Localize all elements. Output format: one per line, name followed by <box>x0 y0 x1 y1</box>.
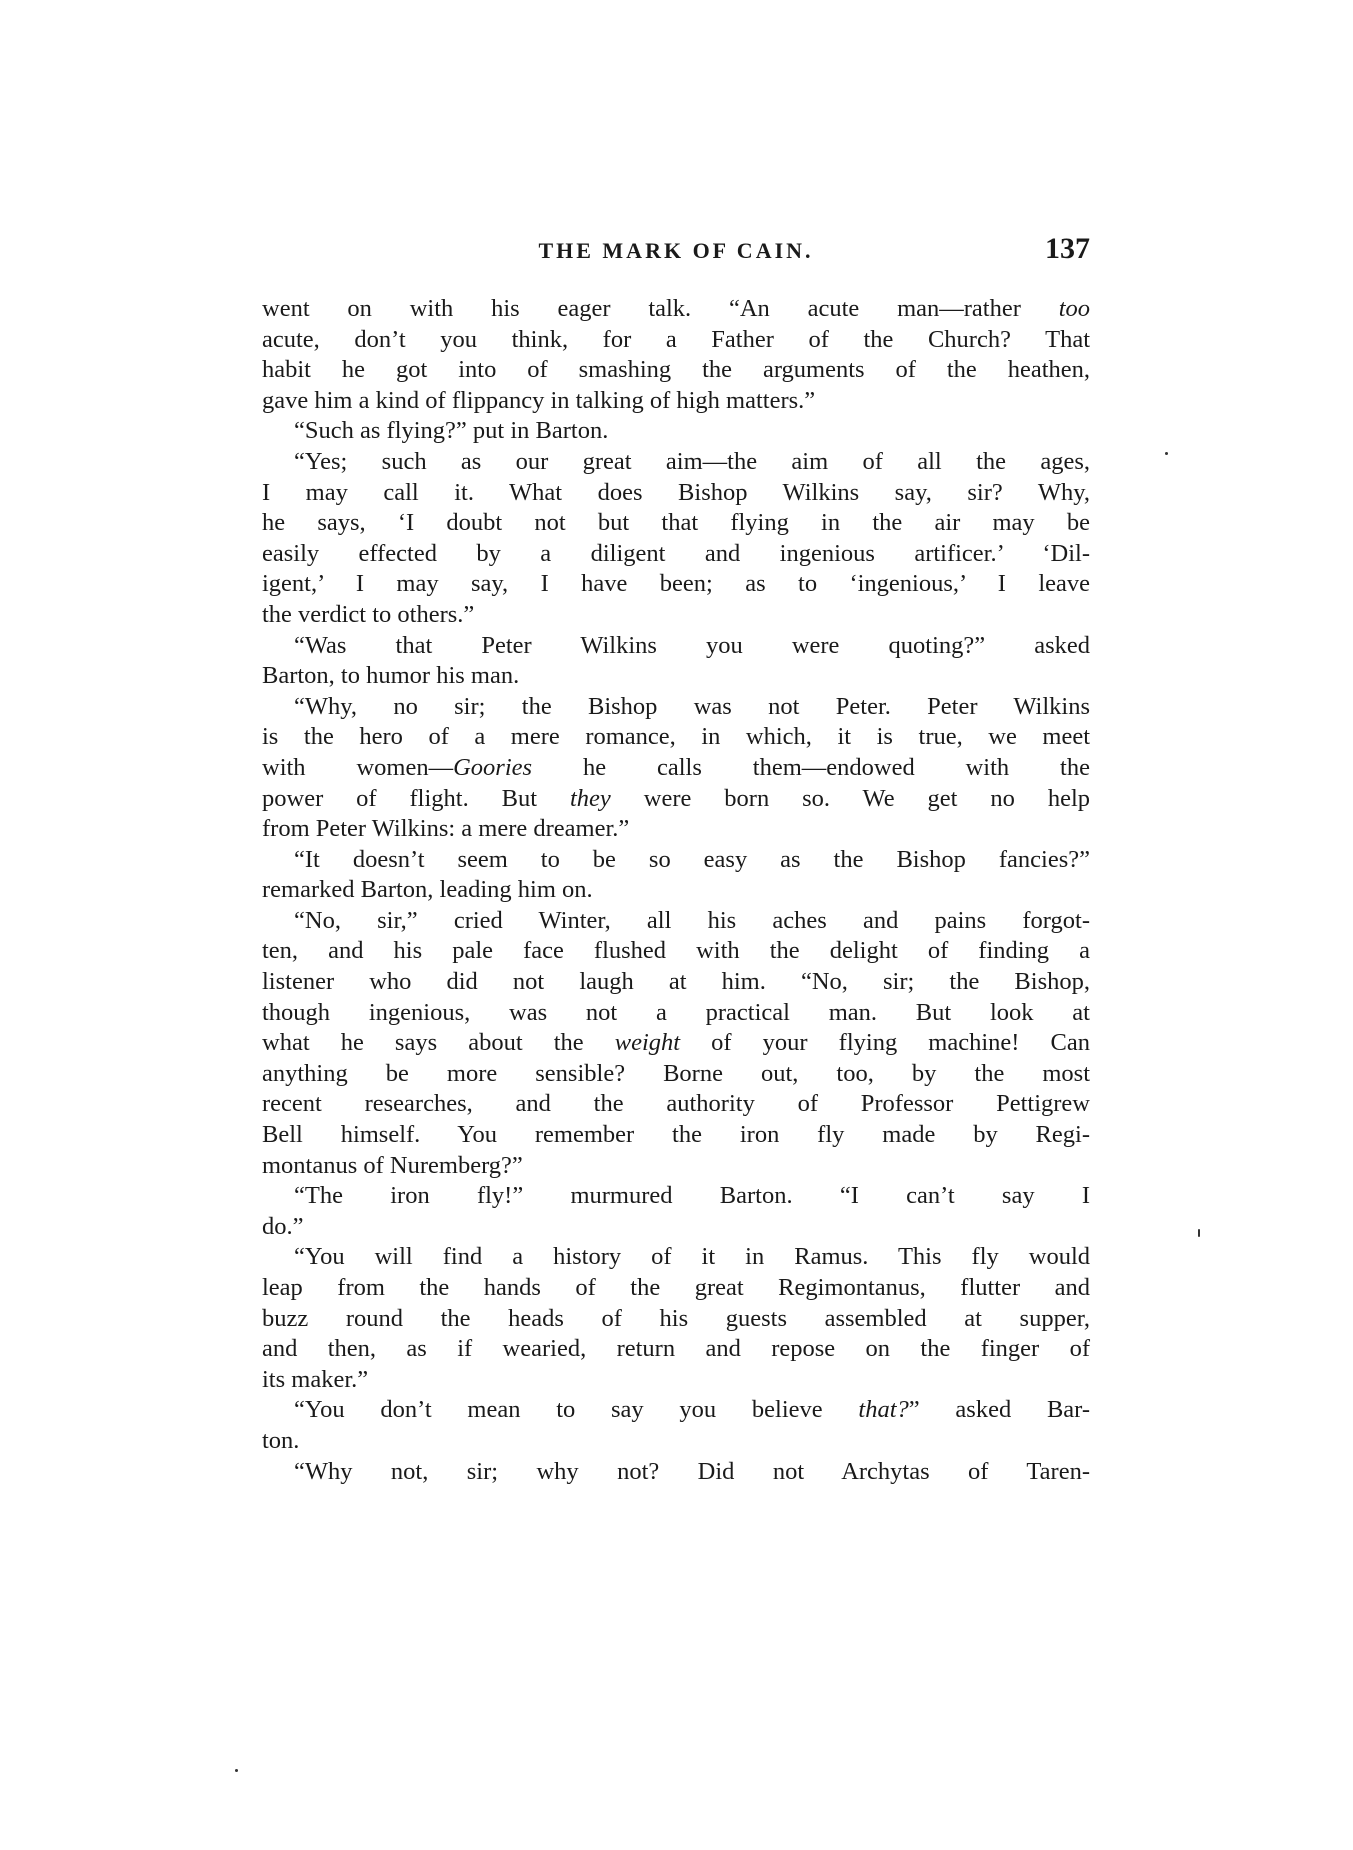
text-segment: though ingenious, was not a practical man. But look at <box>262 998 1090 1026</box>
text-line <box>262 1365 1090 1396</box>
text-segment: the verdict to others.” <box>262 600 475 628</box>
body-text <box>262 294 1090 1487</box>
text-line <box>262 875 1090 906</box>
text-segment: were born so. We get no help <box>610 784 1090 812</box>
text-segment: “Yes; such as our great aim—the aim of all the ages, <box>294 447 1090 475</box>
text-line <box>262 1120 1090 1151</box>
text-segment: with women— <box>262 753 454 781</box>
text-line <box>262 1273 1090 1304</box>
text-line <box>262 416 1090 447</box>
italic-segment: Goories <box>453 753 533 781</box>
text-line <box>262 569 1090 600</box>
text-line <box>262 1242 1090 1273</box>
text-segment: remarked Barton, leading him on. <box>262 876 593 904</box>
text-line <box>262 294 1090 325</box>
text-segment: “It doesn’t seem to be so easy as the Bishop fancies?” <box>294 845 1090 873</box>
text-segment: gave him a kind of flippancy in talking of high matters.” <box>262 386 816 414</box>
text-line <box>262 1304 1090 1335</box>
text-line <box>262 1028 1090 1059</box>
text-segment: recent researches, and the authority of Professor Pettigrew <box>262 1090 1090 1118</box>
italic-segment: too <box>1058 295 1090 322</box>
text-segment: Barton, to humor his man. <box>262 662 520 690</box>
text-segment: is the hero of a mere romance, in which, it is true, we meet <box>262 723 1090 751</box>
text-segment: “Why, no sir; the Bishop was not Peter. Peter Wilkins <box>294 692 1090 720</box>
text-segment: montanus of Nuremberg?” <box>262 1151 523 1179</box>
text-segment: ” asked Bar- <box>908 1396 1091 1424</box>
text-segment: “You don’t mean to say you believe <box>294 1396 859 1424</box>
text-segment: “You will find a history of it in Ramus. This fly would <box>294 1243 1090 1271</box>
text-line <box>262 814 1090 845</box>
text-line <box>262 753 1090 784</box>
text-line <box>262 1181 1090 1212</box>
scan-speck <box>1165 452 1168 455</box>
text-line <box>262 447 1090 478</box>
text-segment: “The iron fly!” murmured Barton. “I can’t say I <box>294 1182 1090 1210</box>
text-segment: habit he got into of smashing the arguments of the heathen, <box>262 356 1090 384</box>
text-segment: from Peter Wilkins: a mere dreamer.” <box>262 815 630 843</box>
text-line <box>262 998 1090 1029</box>
text-segment: went on with his eager talk. “An acute man—rather <box>262 295 1059 322</box>
text-line <box>262 386 1090 417</box>
page-header <box>262 232 1090 272</box>
text-line <box>262 722 1090 753</box>
text-segment: “Why not, sir; why not? Did not Archytas of Taren- <box>294 1457 1090 1485</box>
text-segment: do.” <box>262 1212 304 1240</box>
text-segment: he says, ‘I doubt not but that flying in the air may be <box>262 509 1090 537</box>
italic-segment: they <box>570 784 611 812</box>
text-segment: listener who did not laugh at him. “No, sir; the Bishop, <box>262 968 1090 996</box>
text-line <box>262 906 1090 937</box>
text-segment: “Such as flying?” put in Barton. <box>294 417 609 445</box>
text-segment: igent,’ I may say, I have been; as to ‘ingenious,’ I leave <box>262 570 1090 598</box>
text-segment: he calls them—endowed with the <box>532 753 1090 781</box>
text-line <box>262 1457 1090 1488</box>
text-segment: ton. <box>262 1426 300 1454</box>
page-number: 137 <box>1045 232 1090 265</box>
text-segment: leap from the hands of the great Regimontanus, flutter and <box>262 1274 1090 1301</box>
text-line <box>262 1151 1090 1182</box>
text-segment: anything be more sensible? Borne out, too, by the most <box>262 1059 1090 1087</box>
text-segment: power of flight. But <box>262 784 570 812</box>
text-segment: acute, don’t you think, for a Father of the Church? That <box>262 325 1090 353</box>
text-line <box>262 478 1090 509</box>
text-line <box>262 1426 1090 1457</box>
text-segment: its maker.” <box>262 1365 369 1393</box>
text-line <box>262 692 1090 723</box>
text-segment: Bell himself. You remember the iron fly made by Regi- <box>262 1121 1090 1149</box>
text-line <box>262 325 1090 356</box>
text-line <box>262 355 1090 386</box>
text-line <box>262 631 1090 662</box>
text-segment: and then, as if wearied, return and repose on the finger of <box>262 1335 1090 1363</box>
scan-speck <box>235 1769 238 1772</box>
text-line <box>262 936 1090 967</box>
text-line <box>262 1395 1090 1426</box>
text-line <box>262 1089 1090 1120</box>
text-line <box>262 784 1090 815</box>
text-segment: of your flying machine! Can <box>680 1029 1090 1057</box>
text-line <box>262 1212 1090 1243</box>
text-line <box>262 661 1090 692</box>
text-line <box>262 539 1090 570</box>
text-line <box>262 967 1090 998</box>
scan-speck <box>1198 1229 1200 1237</box>
text-line <box>262 508 1090 539</box>
text-segment: “No, sir,” cried Winter, all his aches and pains forgot- <box>294 906 1090 934</box>
text-segment: buzz round the heads of his guests assembled at supper, <box>262 1304 1090 1332</box>
text-segment: I may call it. What does Bishop Wilkins say, sir? Why, <box>262 478 1090 506</box>
text-line <box>262 1334 1090 1365</box>
italic-segment: that? <box>858 1396 909 1424</box>
text-segment: easily effected by a diligent and ingenious artificer.’ ‘Dil- <box>262 539 1090 567</box>
text-segment: “Was that Peter Wilkins you were quoting?” asked <box>294 631 1090 659</box>
italic-segment: weight <box>614 1029 681 1057</box>
running-head: THE MARK OF CAIN. <box>538 238 814 263</box>
text-line <box>262 1059 1090 1090</box>
text-line <box>262 600 1090 631</box>
text-segment: what he says about the <box>262 1029 615 1057</box>
text-segment: ten, and his pale face flushed with the delight of finding a <box>262 937 1090 965</box>
text-line <box>262 845 1090 876</box>
